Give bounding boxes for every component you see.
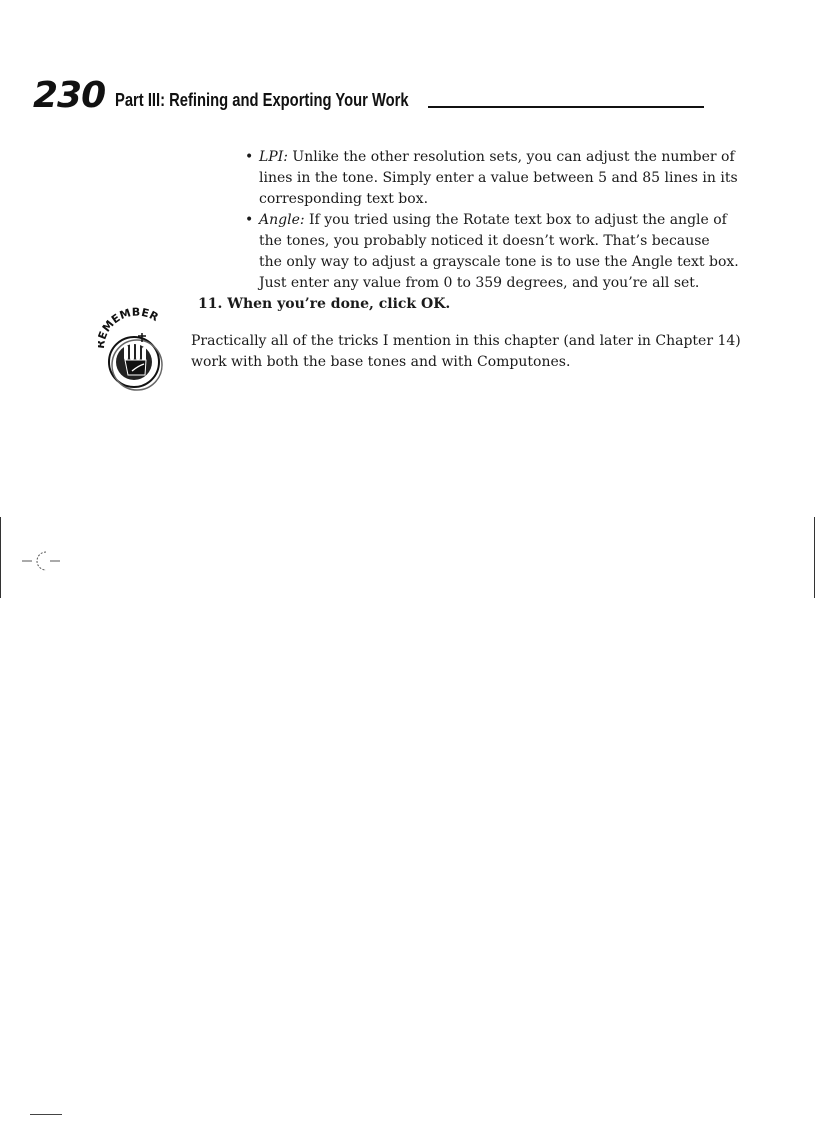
crop-mark-right [814,517,815,598]
bullet-line: the tones, you probably noticed it doesn’t work. That’s because [259,233,710,249]
paragraph-line: Practically all of the tricks I mention in this chapter (and later in Chapter 14) [191,333,741,349]
paragraph-line: work with both the base tones and with Computones. [191,354,571,370]
step-11: 11. When you’re done, click OK. [198,296,451,312]
footer-crop-rule [30,1114,62,1115]
bullet-term: LPI: [259,149,288,165]
page-number: 230 [33,75,106,116]
bullet-lpi [245,147,738,210]
bullet-line: corresponding text box. [259,191,429,207]
header-rule [428,106,704,108]
bullet-angle [245,210,739,294]
bullet-line: the only way to adjust a grayscale tone is to use the Angle text box. [259,254,739,270]
registration-mark-icon [20,549,64,573]
bullet-line [245,210,725,231]
bullet-dot: • [245,149,254,165]
bullet-dot: • [245,212,254,228]
bullet-line: lines in the tone. Simply enter a value between 5 and 85 lines in its [259,170,738,186]
remember-hand-icon [98,305,176,393]
bullet-line [245,147,735,168]
bullet-text: Unlike the other resolution sets, you can adjust the number of [292,149,735,165]
bullet-line: Just enter any value from 0 to 359 degrees, and you’re all set. [259,275,700,291]
remember-label: MEMBER [99,305,161,335]
bullet-term: Angle: [259,212,305,228]
running-head: Part III: Refining and Exporting Your Work [115,90,409,110]
remember-paragraph [191,331,741,373]
bullet-text: If you tried using the Rotate text box to adjust the angle of [309,212,727,228]
crop-mark-left [0,517,1,598]
